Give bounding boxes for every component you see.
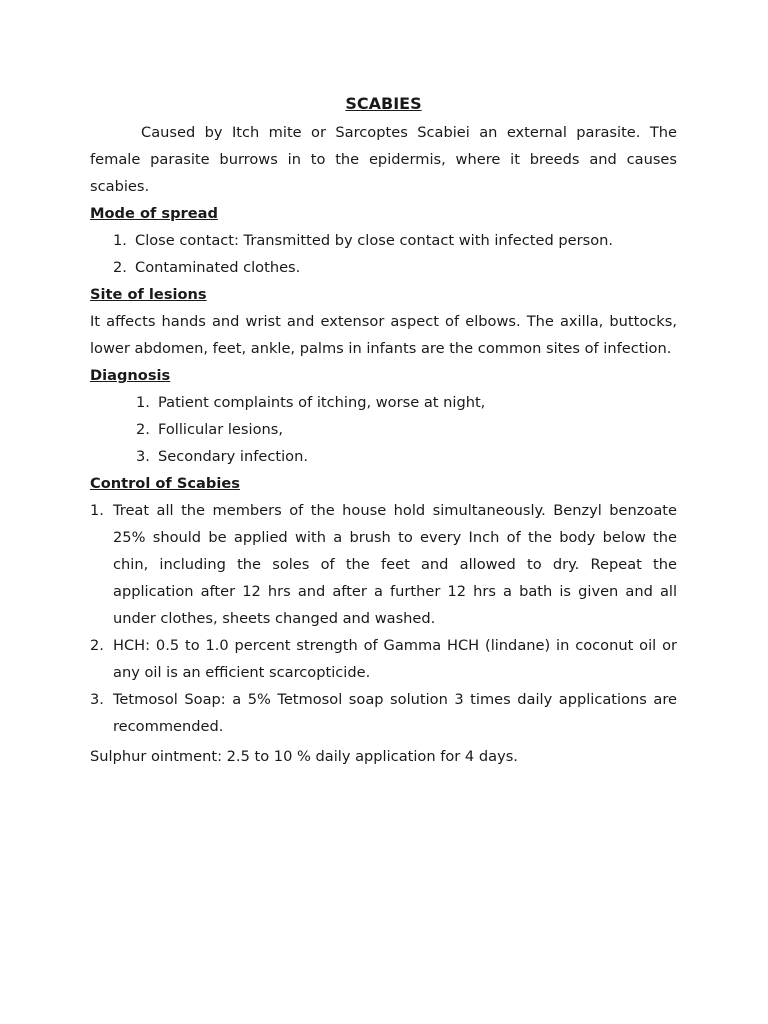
intro-paragraph: Caused by Itch mite or Sarcoptes Scabiei an external parasite. The female parasite burrows in to the epidermis, where it breeds and causes scabies.: [90, 124, 677, 195]
list-item-text: Treat all the members of the house hold simultaneously. Benzyl benzoate 25% should be applied with a brush to every Inch of the body below the chin, including the soles of the feet and allowed to dry. Repeat the application after 12 hrs and after a further 12 hrs a bath is given and all under clothes, sheets changed and washed.: [113, 502, 677, 627]
list-number: 1.: [90, 502, 104, 519]
diagnosis-heading: Diagnosis: [90, 367, 171, 384]
control-of-scabies-heading: Control of Scabies: [90, 475, 240, 492]
list-item-text: Close contact: Transmitted by close contact with infected person.: [135, 232, 614, 249]
page-title: SCABIES: [345, 94, 422, 113]
site-of-lesions-heading: Site of lesions: [90, 286, 207, 303]
list-number: 3.: [136, 448, 150, 465]
list-item: [90, 227, 677, 254]
document-page: [90, 90, 677, 770]
list-item: [90, 686, 677, 740]
list-number: 1.: [113, 232, 127, 249]
list-number: 2.: [136, 421, 150, 438]
sulphur-ointment-line: Sulphur ointment: 2.5 to 10 % daily application for 4 days.: [90, 748, 518, 765]
control-list: [90, 497, 677, 740]
list-item: [90, 389, 677, 416]
diagnosis-list: [90, 389, 677, 470]
list-item-text: Follicular lesions,: [158, 421, 283, 438]
mode-of-spread-list: [90, 227, 677, 281]
list-item: [90, 254, 677, 281]
list-item-text: Secondary infection.: [158, 448, 308, 465]
list-item: [90, 416, 677, 443]
list-number: 2.: [90, 637, 104, 654]
mode-of-spread-heading: Mode of spread: [90, 205, 218, 222]
list-item-text: HCH: 0.5 to 1.0 percent strength of Gamma HCH (lindane) in coconut oil or any oil is an efficient scarcopticide.: [113, 637, 677, 681]
list-item-text: Contaminated clothes.: [135, 259, 301, 276]
list-number: 2.: [113, 259, 127, 276]
list-item: [90, 443, 677, 470]
site-of-lesions-paragraph: It affects hands and wrist and extensor aspect of elbows. The axilla, buttocks, lower abdomen, feet, ankle, palms in infants are the common sites of infection.: [90, 313, 677, 357]
list-number: 3.: [90, 691, 104, 708]
list-item-text: Patient complaints of itching, worse at night,: [158, 394, 486, 411]
list-item: [90, 632, 677, 686]
list-number: 1.: [136, 394, 150, 411]
list-item: [90, 497, 677, 632]
list-item-text: Tetmosol Soap: a 5% Tetmosol soap solution 3 times daily applications are recommended.: [113, 691, 677, 735]
